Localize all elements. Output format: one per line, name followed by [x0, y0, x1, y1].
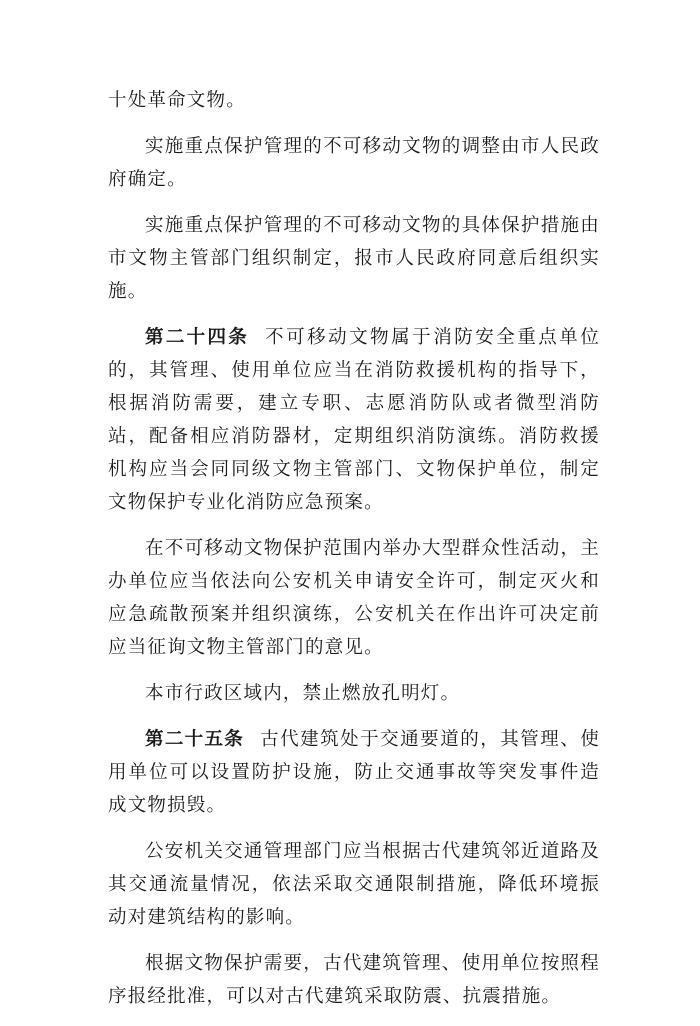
paragraph-text: 十处革命文物。 [108, 90, 246, 111]
paragraph [108, 677, 600, 710]
paragraph [108, 209, 600, 308]
paragraph-text: 实施重点保护管理的不可移动文物的调整由市人民政府确定。 [108, 136, 600, 190]
article-number: 第二十四条 [145, 327, 250, 348]
paragraph-text: 实施重点保护管理的不可移动文物的具体保护措施由市文物主管部门组织制定，报市人民政府同意后组织实施。 [108, 215, 600, 302]
article-number: 第二十五条 [145, 729, 245, 750]
paragraph-text: 本市行政区域内，禁止燃放孔明灯。 [145, 683, 461, 704]
paragraph [108, 130, 600, 196]
paragraph [108, 835, 600, 934]
paragraph-continuation [108, 84, 600, 117]
paragraph-text: 公安机关交通管理部门应当根据古代建筑邻近道路及其交通流量情况，依法采取交通限制措施，降低环境振动对建筑结构的影响。 [108, 841, 600, 928]
paragraph [108, 947, 600, 1013]
article-25-paragraph [108, 723, 600, 822]
paragraph-text: 根据文物保护需要，古代建筑管理、使用单位按照程序报经批准，可以对古代建筑采取防震、抗震措施。 [108, 953, 600, 1007]
paragraph-text: 不可移动文物属于消防安全重点单位的，其管理、使用单位应当在消防救援机构的指导下，根据消防需要，建立专职、志愿消防队或者微型消防站，配备相应消防器材，定期组织消防演练。消防救援机构应当会同同级文物主管部门、文物保护单位，制定文物保护专业化消防应急预案。 [108, 327, 600, 513]
paragraph [108, 532, 600, 664]
article-24-paragraph [108, 321, 600, 519]
paragraph-text: 古代建筑处于交通要道的，其管理、使用单位可以设置防护设施，防止交通事故等突发事件造成文物损毁。 [108, 729, 600, 816]
document-page [108, 84, 600, 1026]
paragraph-text: 在不可移动文物保护范围内举办大型群众性活动，主办单位应当依法向公安机关申请安全许可，制定灭火和应急疏散预案并组织演练，公安机关在作出许可决定前应当征询文物主管部门的意见。 [108, 538, 600, 658]
